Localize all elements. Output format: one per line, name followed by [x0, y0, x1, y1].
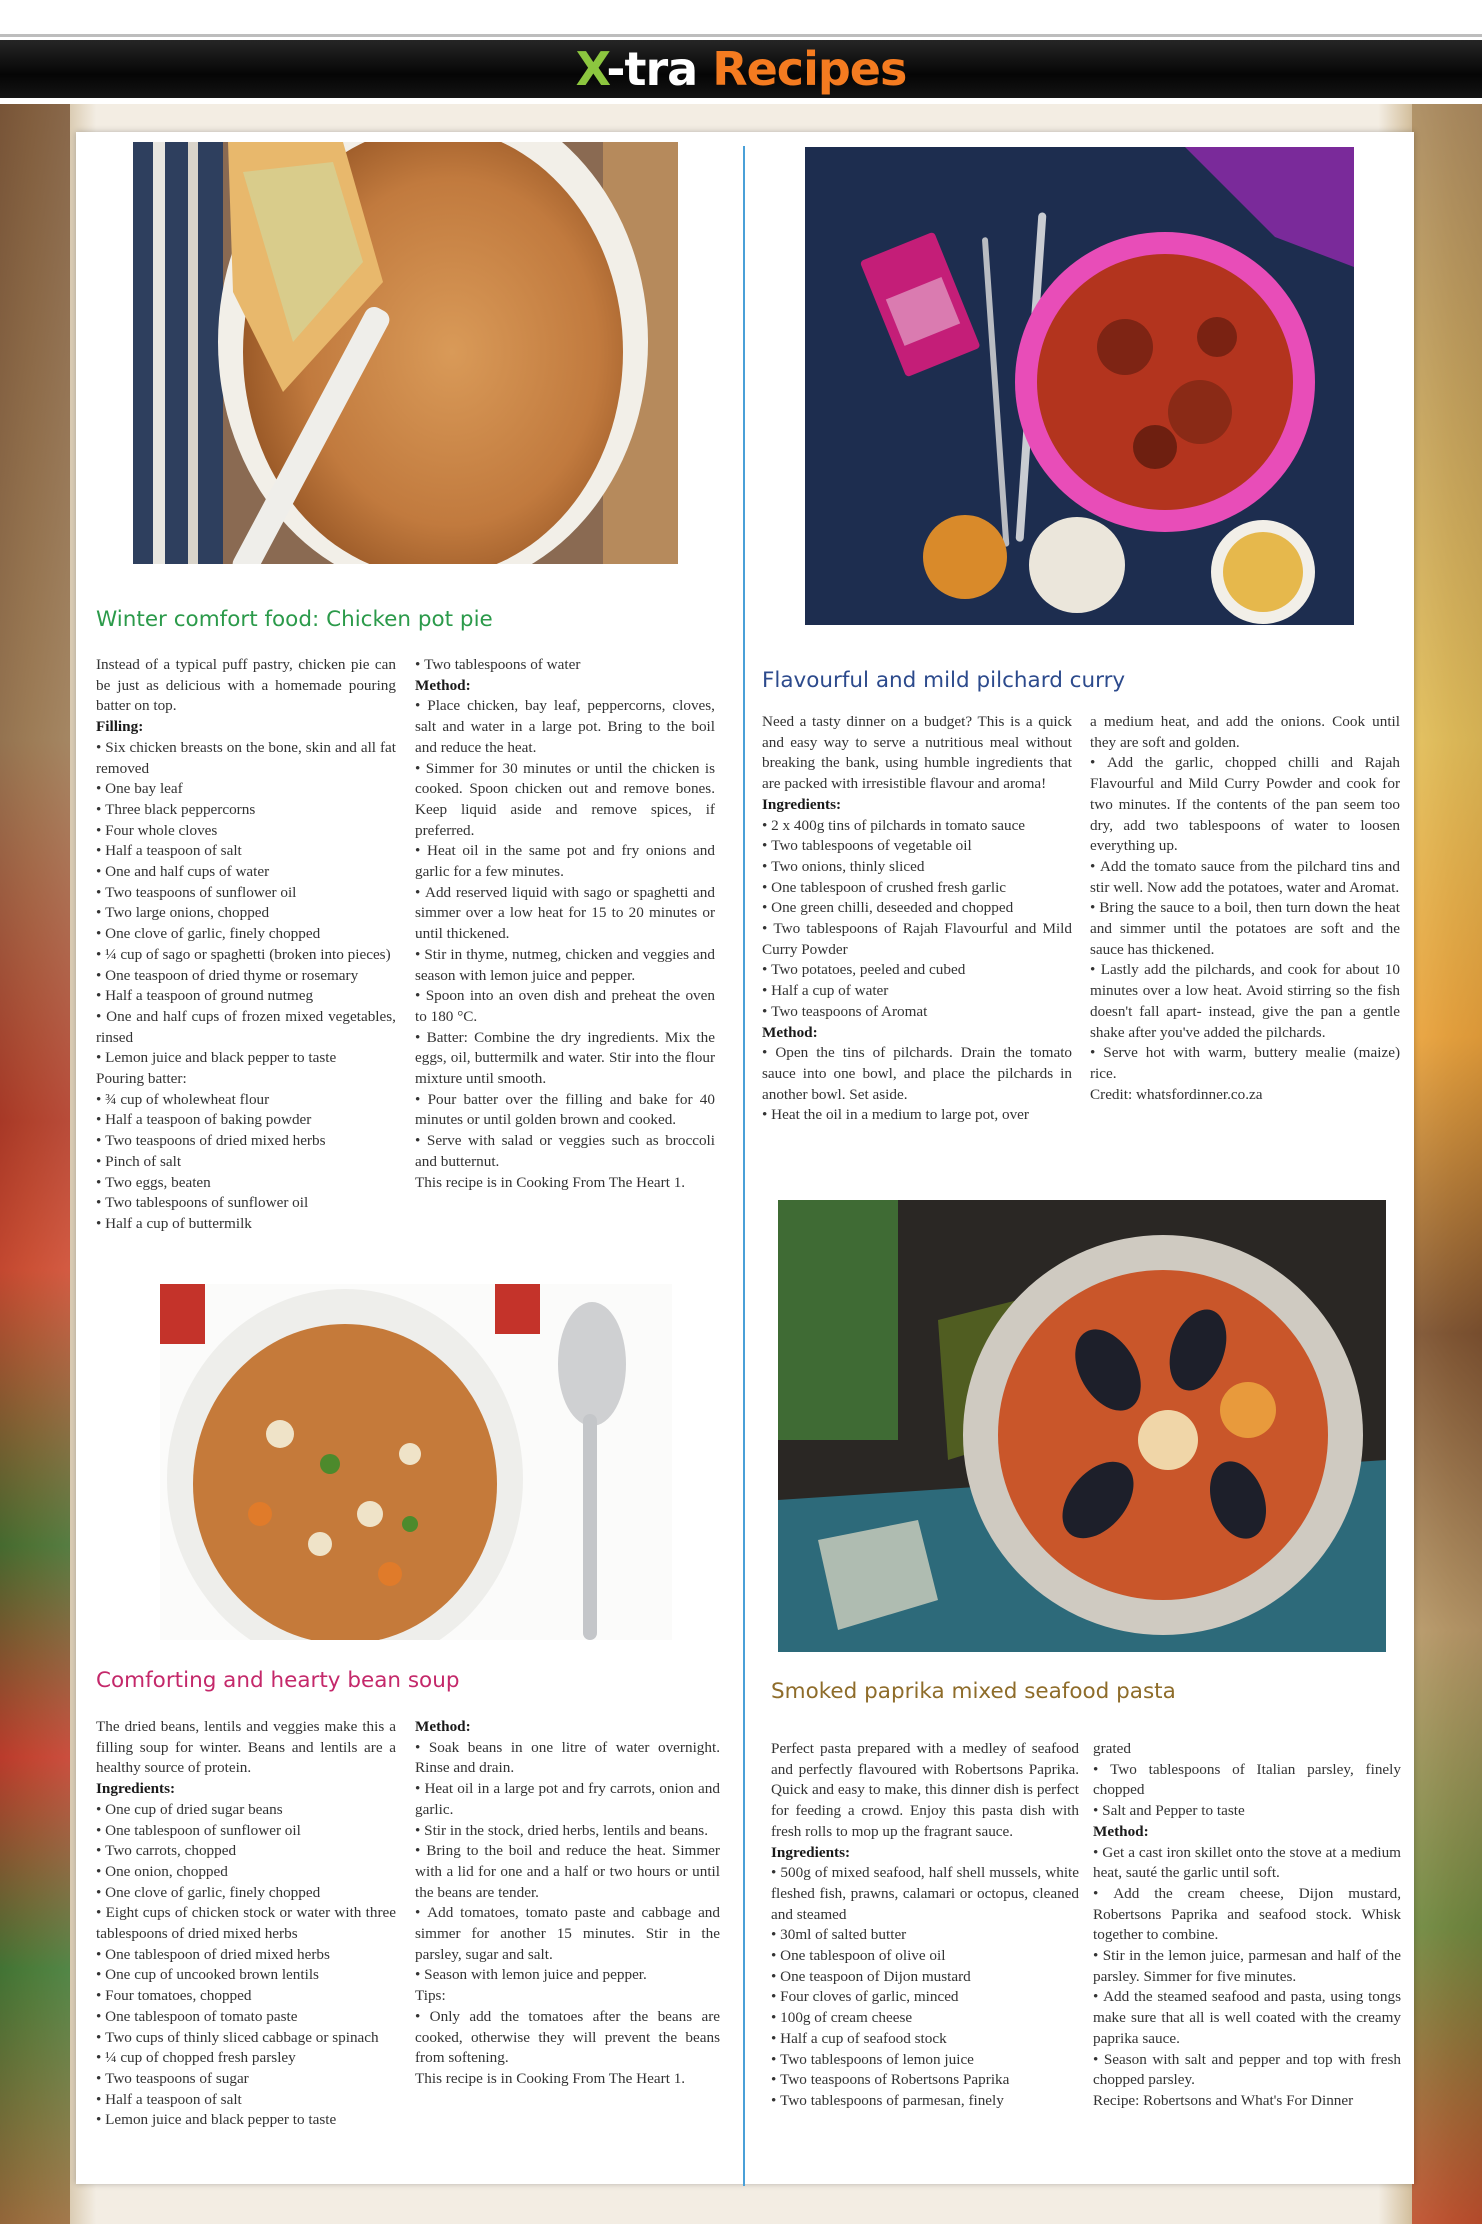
list-item: • Two tablespoons of lemon juice	[771, 2050, 1079, 2071]
list-item: • Place chicken, bay leaf, peppercorns, cloves, salt and water in a large pot. Bring to the boil and reduce the heat.	[415, 696, 715, 758]
list-item: • Three black peppercorns	[96, 800, 396, 821]
bean-soup-photo	[160, 1284, 672, 1640]
list-item: • Heat oil in a large pot and fry carrots, onion and garlic.	[415, 1779, 720, 1820]
paragraph: Need a tasty dinner on a budget? This is a quick and easy way to serve a nutritious meal without breaking the bank, using humble ingredients that are packed with irresistible flavour and aroma!	[762, 713, 1072, 793]
section-label: Method:	[1093, 1822, 1149, 1840]
recipe-column	[762, 712, 1072, 1126]
list-item: • One tablespoon of olive oil	[771, 1946, 1079, 1967]
list-item: • Half a teaspoon of salt	[96, 841, 396, 862]
list-item: • Half a cup of water	[762, 981, 1072, 1002]
recipe-column	[96, 655, 396, 1235]
paragraph: a medium heat, and add the onions. Cook until they are soft and golden.	[1090, 713, 1400, 751]
list-item: • Two eggs, beaten	[96, 1173, 396, 1194]
list-item: • Two large onions, chopped	[96, 903, 396, 924]
recipe-column	[1090, 712, 1400, 1105]
list-item: • Open the tins of pilchards. Drain the tomato sauce into one bowl, and place the pilchards in another bowl. Set aside.	[762, 1043, 1072, 1105]
column-divider	[743, 146, 745, 2186]
section-label: Method:	[762, 1023, 818, 1041]
section-label: Method:	[415, 676, 471, 694]
paragraph: Credit: whatsfordinner.co.za	[1090, 1085, 1263, 1103]
list-item: • Four tomatoes, chopped	[96, 1986, 396, 2007]
list-item: • Add the steamed seafood and pasta, using tongs make sure that all is well coated with the creamy paprika sauce.	[1093, 1987, 1401, 2049]
list-item: • Two teaspoons of sunflower oil	[96, 883, 396, 904]
list-item: • One clove of garlic, finely chopped	[96, 924, 396, 945]
recipe-title: Smoked paprika mixed seafood pasta	[771, 1679, 1176, 1704]
paragraph: Pouring batter:	[96, 1070, 187, 1088]
list-item: • Two carrots, chopped	[96, 1841, 396, 1862]
list-item: • Two cups of thinly sliced cabbage or spinach	[96, 2028, 396, 2049]
list-item: • Half a teaspoon of ground nutmeg	[96, 986, 396, 1007]
list-item: • Two teaspoons of sugar	[96, 2069, 396, 2090]
list-item: • Bring the sauce to a boil, then turn down the heat and simmer until the potatoes are soft and the sauce has thickened.	[1090, 898, 1400, 960]
list-item: • Salt and Pepper to taste	[1093, 1801, 1401, 1822]
list-item: • Four whole cloves	[96, 821, 396, 842]
list-item: • Serve hot with warm, buttery mealie (maize) rice.	[1090, 1043, 1400, 1084]
list-item: • Bring to the boil and reduce the heat. Simmer with a lid for one and a half or two hours or until the beans are tender.	[415, 1841, 720, 1903]
list-item: • One and half cups of water	[96, 862, 396, 883]
section-label: Method:	[415, 1718, 471, 1735]
list-item: • Get a cast iron skillet onto the stove at a medium heat, sauté the garlic until soft.	[1093, 1843, 1401, 1884]
list-item: • ¼ cup of chopped fresh parsley	[96, 2048, 396, 2069]
paragraph: This recipe is in Cooking From The Heart 1.	[415, 1173, 686, 1191]
list-item: • One teaspoon of dried thyme or rosemary	[96, 966, 396, 987]
list-item: • Serve with salad or veggies such as broccoli and butternut.	[415, 1131, 715, 1172]
list-item: • 30ml of salted butter	[771, 1925, 1079, 1946]
top-rule	[0, 34, 1482, 37]
paragraph: This recipe is in Cooking From The Heart 1.	[415, 2069, 686, 2087]
pilchard-curry-photo	[805, 147, 1354, 625]
list-item: • Heat oil in the same pot and fry onions and garlic for a few minutes.	[415, 841, 715, 882]
recipe-column	[771, 1739, 1079, 2112]
list-item: • Lemon juice and black pepper to taste	[96, 2110, 396, 2131]
vegetables-right-border	[1412, 104, 1482, 2224]
list-item: • One tablespoon of dried mixed herbs	[96, 1945, 396, 1966]
list-item: • One cup of uncooked brown lentils	[96, 1965, 396, 1986]
list-item: • One cup of dried sugar beans	[96, 1800, 396, 1821]
list-item: • 100g of cream cheese	[771, 2008, 1079, 2029]
list-item: • Soak beans in one litre of water overnight. Rinse and drain.	[415, 1738, 720, 1779]
list-item: • Stir in the stock, dried herbs, lentils and beans.	[415, 1821, 720, 1842]
section-label: Ingredients:	[771, 1843, 851, 1861]
list-item: • Spoon into an oven dish and preheat the oven to 180 °C.	[415, 986, 715, 1027]
list-item: • One tablespoon of crushed fresh garlic	[762, 878, 1072, 899]
list-item: • Half a teaspoon of baking powder	[96, 1110, 396, 1131]
chicken-pot-pie-photo	[133, 142, 678, 564]
recipe-column	[415, 655, 715, 1193]
recipe-title: Winter comfort food: Chicken pot pie	[96, 607, 493, 632]
list-item: • Two tablespoons of water	[415, 655, 715, 676]
list-item: • Add tomatoes, tomato paste and cabbage and simmer for another 15 minutes. Stir in the parsley, sugar and salt.	[415, 1903, 720, 1965]
list-item: • Four cloves of garlic, minced	[771, 1987, 1079, 2008]
list-item: • Two tablespoons of sunflower oil	[96, 1193, 396, 1214]
paragraph: grated	[1093, 1740, 1131, 1757]
list-item: • One bay leaf	[96, 779, 396, 800]
list-item: • Two teaspoons of Robertsons Paprika	[771, 2070, 1079, 2091]
list-item: • Stir in thyme, nutmeg, chicken and veggies and season with lemon juice and pepper.	[415, 945, 715, 986]
list-item: • Two tablespoons of Rajah Flavourful and Mild Curry Powder	[762, 919, 1072, 960]
list-item: • Add reserved liquid with sago or spaghetti and simmer over a low heat for 15 to 20 minutes or until thickened.	[415, 883, 715, 945]
list-item: • Only add the tomatoes after the beans are cooked, otherwise they will prevent the beans from softening.	[415, 2007, 720, 2069]
list-item: • Two tablespoons of vegetable oil	[762, 836, 1072, 857]
list-item: • Add the garlic, chopped chilli and Rajah Flavourful and Mild Curry Powder and cook for two minutes. If the contents of the pan seem too dry, add two tablespoons of water to loosen everything up.	[1090, 753, 1400, 857]
list-item: • Two teaspoons of Aromat	[762, 1002, 1072, 1023]
list-item: • Season with lemon juice and pepper.	[415, 1965, 720, 1986]
list-item: • 2 x 400g tins of pilchards in tomato sauce	[762, 816, 1072, 837]
section-label: Ingredients:	[762, 795, 842, 813]
list-item: • One and half cups of frozen mixed vegetables, rinsed	[96, 1007, 396, 1048]
recipe-column	[415, 1717, 720, 2090]
list-item: • Two tablespoons of Italian parsley, finely chopped	[1093, 1760, 1401, 1801]
paragraph: Perfect pasta prepared with a medley of seafood and perfectly flavoured with Robertsons Paprika. Quick and easy to make, this dinner dish is perfect for feeding a crowd. Enjoy this pasta dish with fresh rolls to mop up the fragrant sauce.	[771, 1740, 1079, 1840]
banner-title: X-tra Recipes	[575, 42, 907, 96]
list-item: • One clove of garlic, finely chopped	[96, 1883, 396, 1904]
list-item: • Batter: Combine the dry ingredients. Mix the eggs, oil, buttermilk and water. Stir into the flour mixture until smooth.	[415, 1028, 715, 1090]
paragraph: The dried beans, lentils and veggies make this a filling soup for winter. Beans and lentils are a healthy source of protein.	[96, 1718, 396, 1777]
list-item: • Lemon juice and black pepper to taste	[96, 1048, 396, 1069]
recipe-column	[96, 1717, 396, 2131]
list-item: • Six chicken breasts on the bone, skin and all fat removed	[96, 738, 396, 779]
recipe-title: Flavourful and mild pilchard curry	[762, 668, 1126, 693]
list-item: • Two tablespoons of parmesan, finely	[771, 2091, 1079, 2112]
list-item: • Half a teaspoon of salt	[96, 2090, 396, 2111]
list-item: • Simmer for 30 minutes or until the chicken is cooked. Spoon chicken out and remove bones. Keep liquid aside and remove spices, if preferred.	[415, 759, 715, 842]
list-item: • ¼ cup of sago or spaghetti (broken into pieces)	[96, 945, 396, 966]
list-item: • Pour batter over the filling and bake for 40 minutes or until golden brown and cooked.	[415, 1090, 715, 1131]
list-item: • Add the cream cheese, Dijon mustard, Robertsons Paprika and seafood stock. Whisk together to combine.	[1093, 1884, 1401, 1946]
list-item: • One tablespoon of tomato paste	[96, 2007, 396, 2028]
list-item: • Half a cup of seafood stock	[771, 2029, 1079, 2050]
recipe-title: Comforting and hearty bean soup	[96, 1668, 460, 1693]
list-item: • Season with salt and pepper and top with fresh chopped parsley.	[1093, 2050, 1401, 2091]
list-item: • Half a cup of buttermilk	[96, 1214, 396, 1235]
list-item: • Two teaspoons of dried mixed herbs	[96, 1131, 396, 1152]
list-item: • Add the tomato sauce from the pilchard tins and stir well. Now add the potatoes, water and Aromat.	[1090, 857, 1400, 898]
list-item: • One onion, chopped	[96, 1862, 396, 1883]
seafood-pasta-photo	[778, 1200, 1386, 1652]
list-item: • Heat the oil in a medium to large pot, over	[762, 1105, 1072, 1126]
recipe-column	[1093, 1739, 1401, 2112]
list-item: • One teaspoon of Dijon mustard	[771, 1967, 1079, 1988]
vegetables-left-border	[0, 104, 70, 2224]
list-item: • Two onions, thinly sliced	[762, 857, 1072, 878]
paragraph: Recipe: Robertsons and What's For Dinner	[1093, 2091, 1354, 2109]
list-item: • Two potatoes, peeled and cubed	[762, 960, 1072, 981]
section-banner	[0, 40, 1482, 98]
list-item: • Stir in the lemon juice, parmesan and half of the parsley. Simmer for five minutes.	[1093, 1946, 1401, 1987]
section-label: Filling:	[96, 718, 144, 736]
list-item: • 500g of mixed seafood, half shell mussels, white fleshed fish, prawns, calamari or octopus, cleaned and steamed	[771, 1863, 1079, 1925]
list-item: • Lastly add the pilchards, and cook for about 10 minutes over a low heat. Avoid stirring so the fish doesn't fall apart- instead, give the pan a gentle shake after you've added the pilchards.	[1090, 960, 1400, 1043]
paragraph: Tips:	[415, 1987, 446, 2005]
list-item: • Pinch of salt	[96, 1152, 396, 1173]
list-item: • One green chilli, deseeded and chopped	[762, 898, 1072, 919]
list-item: • ¾ cup of wholewheat flour	[96, 1090, 396, 1111]
list-item: • One tablespoon of sunflower oil	[96, 1821, 396, 1842]
paragraph: Instead of a typical puff pastry, chicken pie can be just as delicious with a homemade pouring batter on top.	[96, 656, 396, 715]
section-label: Ingredients:	[96, 1780, 176, 1798]
list-item: • Eight cups of chicken stock or water with three tablespoons of dried mixed herbs	[96, 1903, 396, 1944]
